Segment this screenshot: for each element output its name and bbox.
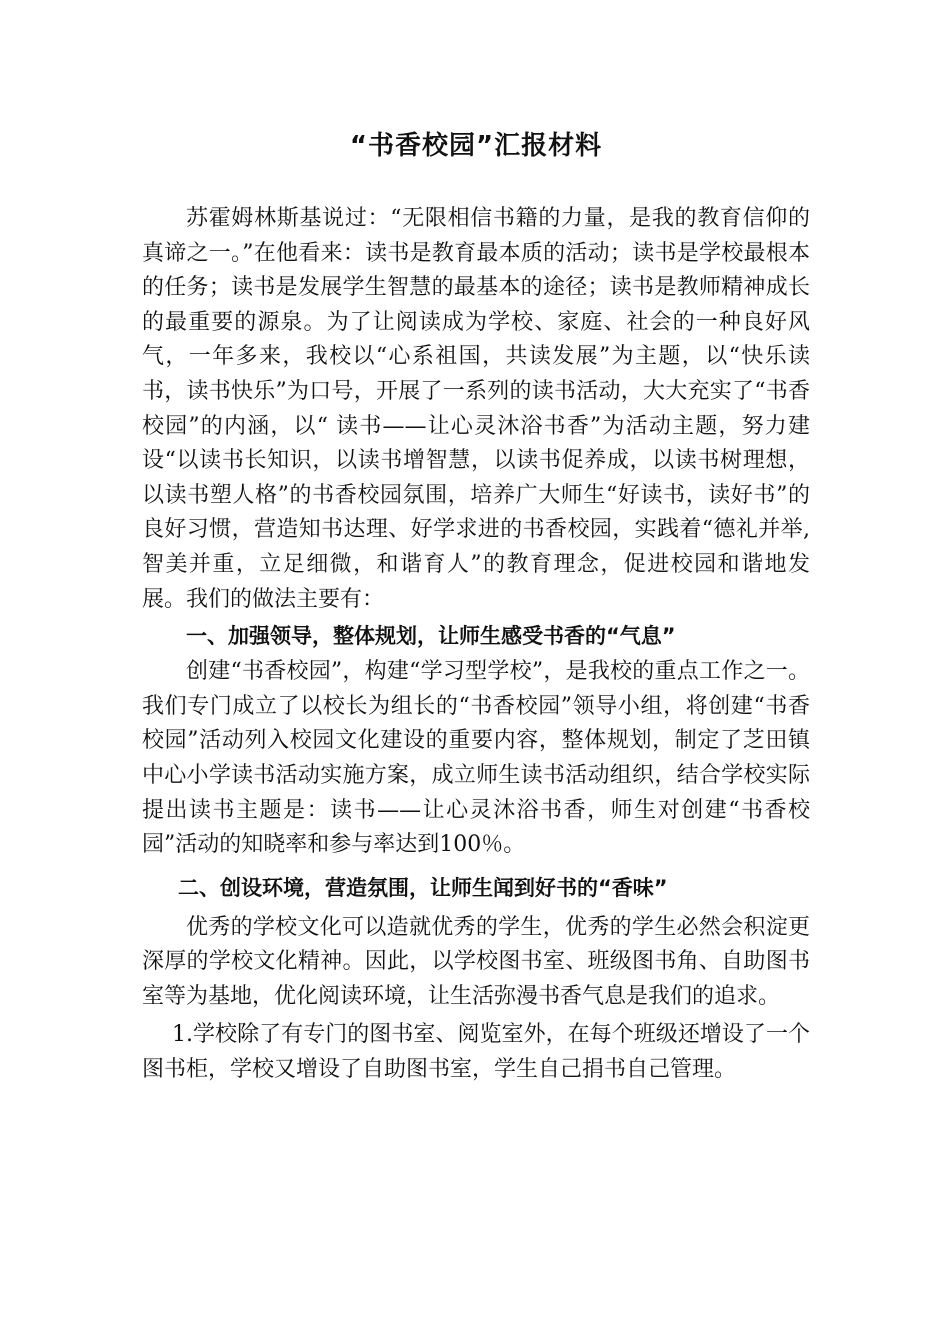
section-2-item-1: 1.学校除了有专门的图书室、阅览室外，在每个班级还增设了一个图书柜，学校又增设了自助图书室，学生自己捐书自己管理。 [142,1022,810,1083]
intro-paragraph: 苏霍姆林斯基说过：“无限相信书籍的力量，是我的教育信仰的真谛之一。”在他看来：读书是教育最本质的活动；读书是学校最根本的任务；读书是发展学生智慧的最基本的途径；读书是教师精神成长的最重要的源泉。为了让阅读成为学校、家庭、社会的一种良好风气，一年多来，我校以“心系祖国，共读发展”为主题，以“快乐读书，读书快乐”为口号，开展了一系列的读书活动，大大充实了“书香校园”的内涵，以“ 读书——让心灵沐浴书香”为活动主题，努力建设“以读书长知识，以读书增智慧，以读书促养成，以读书树理想，以读书塑人格”的书香校园氛围，培养广大师生“好读书，读好书”的良好习惯，营造知书达理、好学求进的书香校园，实践着“德礼并举,智美并重，立足细微，和谐育人”的教育理念，促进校园和谐地发展。我们的做法主要有： [142,206,810,612]
section-2-heading: 二、创设环境，营造氛围，让师生闻到好书的“香味” [178,875,668,900]
section-1-paragraph: 创建“书香校园”，构建“学习型学校”，是我校的重点工作之一。我们专门成立了以校长为组长的“书香校园”领导小组，将创建“书香校园”活动列入校园文化建设的重要内容，整体规划，制定了芝田镇中心小学读书活动实施方案，成立师生读书活动组织，结合学校实际提出读书主题是：读书——让心灵沐浴书香，师生对创建“书香校园”活动的知晓率和参与率达到100％。 [142,659,810,858]
section-2-paragraph: 优秀的学校文化可以造就优秀的学生，优秀的学生必然会积淀更深厚的学校文化精神。因此，以学校图书室、班级图书角、自助图书室等为基地，优化阅读环境，让生活弥漫书香气息是我们的追求。 [142,914,810,1009]
document-page [142,126,810,1088]
page-title: “书香校园”汇报材料 [349,131,603,161]
section-1-heading: 一、加强领导，整体规划，让师生感受书香的“气息” [186,624,676,649]
